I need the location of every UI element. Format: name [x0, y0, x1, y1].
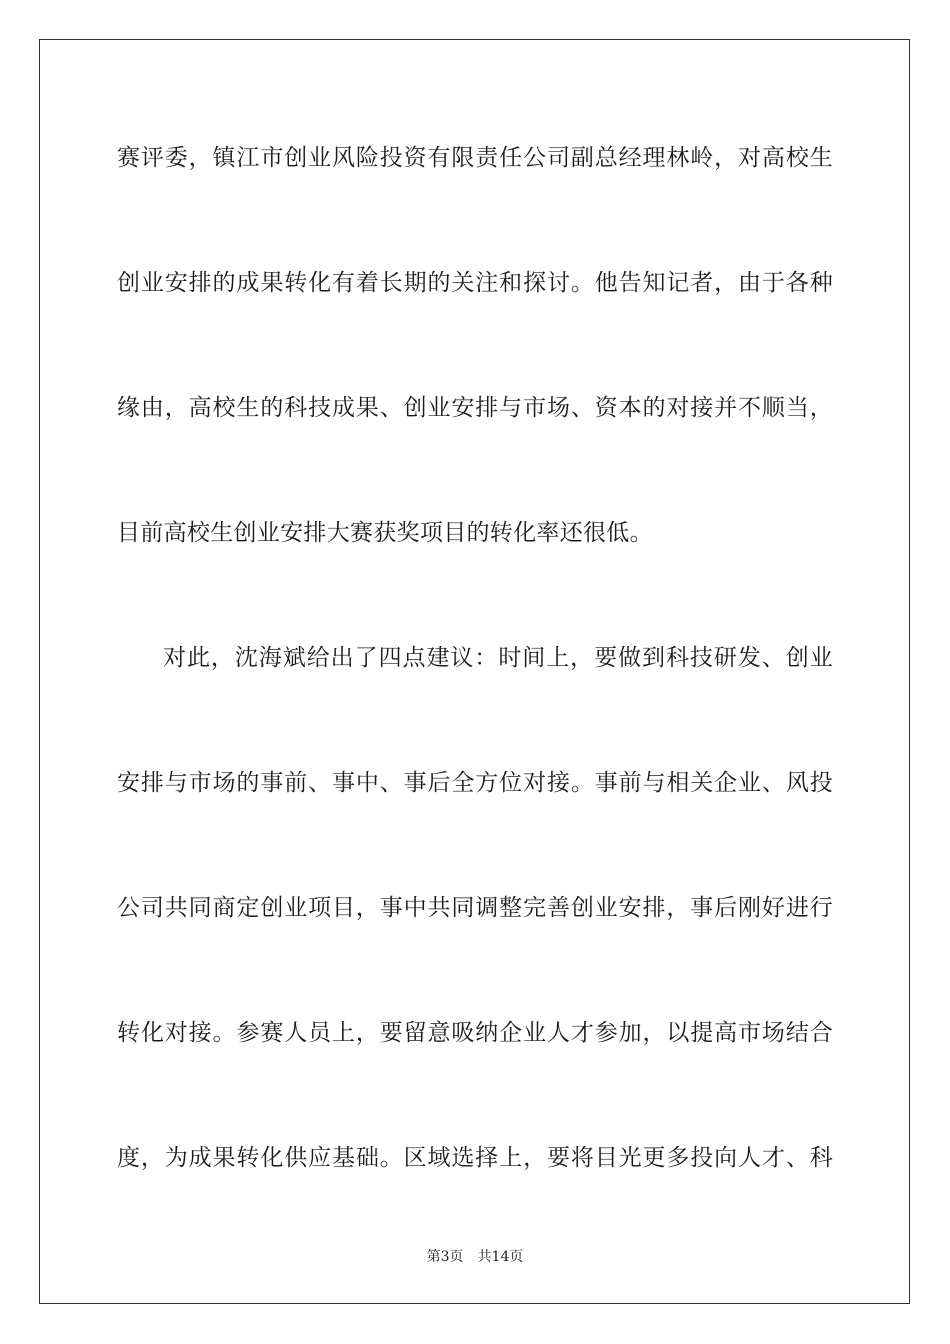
text-line: 赛评委，镇江市创业风险投资有限责任公司副总经理林岭，对高校生: [117, 145, 833, 171]
text-line: 目前高校生创业安排大赛获奖项目的转化率还很低。: [117, 520, 653, 546]
text-line: 度，为成果转化供应基础。区域选择上，要将目光更多投向人才、科: [117, 1145, 833, 1171]
document-body: [117, 126, 833, 1251]
text-line: 转化对接。参赛人员上，要留意吸纳企业人才参加，以提高市场结合: [117, 1020, 833, 1046]
text-line: 创业安排的成果转化有着长期的关注和探讨。他告知记者，由于各种: [117, 270, 833, 296]
text-line: 公司共同商定创业项目，事中共同调整完善创业安排，事后刚好进行: [117, 895, 833, 921]
page-total: 共14页: [477, 1249, 524, 1265]
page-footer: [0, 1246, 950, 1266]
page-number: 第3页: [426, 1249, 464, 1265]
text-line: 缘由，高校生的科技成果、创业安排与市场、资本的对接并不顺当，: [117, 395, 833, 421]
text-line: 安排与市场的事前、事中、事后全方位对接。事前与相关企业、风投: [117, 770, 833, 796]
paragraph-first-line: 对此，沈海斌给出了四点建议：时间上，要做到科技研发、创业: [163, 645, 833, 671]
